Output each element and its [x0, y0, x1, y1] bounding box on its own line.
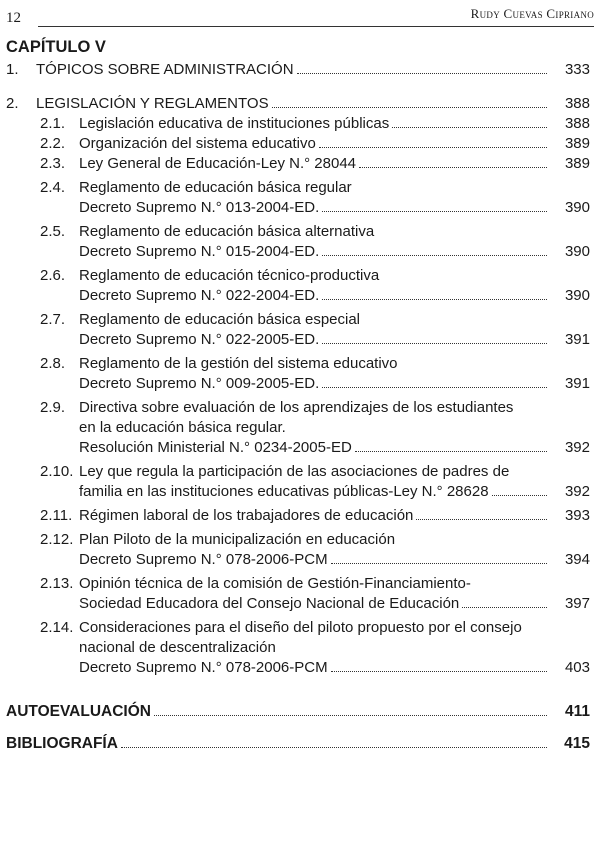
entry-page-number: 389: [564, 135, 590, 152]
entry-title-line: [79, 222, 550, 242]
entry-page-number: 389: [564, 155, 590, 172]
page-header: [6, 4, 594, 28]
entry-title-text: Decreto Supremo N.° 013-2004-ED.: [79, 199, 320, 216]
section-title: [6, 702, 550, 722]
entry-page-number: 388: [564, 115, 590, 132]
entry-title-line: [79, 266, 550, 286]
entry-title-line: [79, 618, 550, 638]
toc-entry[interactable]: [6, 530, 594, 570]
entry-number: 2.4.: [40, 179, 66, 196]
entry-title-line: [79, 638, 550, 658]
entry-number: 2.14.: [40, 619, 74, 636]
toc-entry[interactable]: [6, 222, 594, 262]
entry-title: [79, 530, 550, 570]
entry-title-line: [36, 94, 550, 114]
entry-title: [36, 60, 550, 80]
dot-leader: [492, 495, 547, 496]
entry-number: 2.3.: [40, 155, 66, 172]
entry-title-line: [79, 374, 550, 394]
entry-title: [79, 354, 550, 394]
entry-title-text: Decreto Supremo N.° 015-2004-ED.: [79, 243, 320, 260]
entry-title-line: [79, 530, 550, 550]
entry-title-text: Resolución Ministerial N.° 0234-2005-ED: [79, 439, 352, 456]
entry-title-line: [79, 310, 550, 330]
entry-title-line: [36, 60, 550, 80]
toc-entries: [6, 60, 594, 678]
toc-entry[interactable]: [6, 154, 594, 174]
entry-page-number: 392: [564, 483, 590, 500]
entry-number: 2.9.: [40, 399, 66, 416]
table-of-contents: [6, 36, 594, 754]
entry-title-line: [79, 482, 550, 502]
toc-entry[interactable]: [6, 398, 594, 458]
toc-entry[interactable]: [6, 94, 594, 114]
entry-number: 2.1.: [40, 115, 66, 132]
entry-title-text: Legislación educativa de instituciones públicas: [79, 115, 390, 132]
entry-title-line: [79, 198, 550, 218]
page-number: 12: [6, 10, 21, 26]
entry-title-line: [79, 574, 550, 594]
entry-title-line: [79, 658, 550, 678]
entry-title: [79, 154, 550, 174]
entry-number: 2.8.: [40, 355, 66, 372]
entry-title-text: Organización del sistema educativo: [79, 135, 316, 152]
entry-title-text: TÓPICOS SOBRE ADMINISTRACIÓN: [36, 61, 294, 78]
running-head: Rudy Cuevas Cipriano: [470, 6, 594, 21]
toc-entry[interactable]: [6, 114, 594, 134]
entry-title: [79, 398, 550, 458]
section-title: [6, 734, 550, 754]
entry-title-text: nacional de descentralización: [79, 639, 276, 656]
entry-title-text: en la educación básica regular.: [79, 419, 286, 436]
entry-title-text: Ley que regula la participación de las asociaciones de padres de: [79, 463, 510, 480]
entry-title-line: [79, 506, 550, 526]
entry-title-text: Reglamento de educación básica especial: [79, 311, 361, 328]
entry-title: [79, 618, 550, 678]
entry-number: 2.11.: [40, 507, 73, 524]
toc-section-entry[interactable]: [6, 734, 594, 754]
entry-title-text: Reglamento de educación básica regular: [79, 179, 352, 196]
entry-title-text: Reglamento de educación técnico-productiva: [79, 267, 380, 284]
entry-number: 2.7.: [40, 311, 66, 328]
section-title-line: [6, 734, 550, 754]
dot-leader: [154, 715, 547, 716]
entry-page-number: 391: [564, 331, 590, 348]
entry-page-number: 391: [564, 375, 590, 392]
entry-title-line: [79, 134, 550, 154]
dot-leader: [319, 147, 547, 148]
entry-title-text: Reglamento de educación básica alternativa: [79, 223, 375, 240]
entry-number: 2.12.: [40, 531, 74, 548]
entry-title-text: Decreto Supremo N.° 022-2004-ED.: [79, 287, 320, 304]
toc-entry[interactable]: [6, 574, 594, 614]
dot-leader: [331, 671, 547, 672]
entry-title-line: [79, 242, 550, 262]
dot-leader: [297, 73, 547, 74]
toc-entry[interactable]: [6, 618, 594, 678]
entry-page-number: 393: [564, 507, 590, 524]
dot-leader: [322, 387, 547, 388]
toc-section-entry[interactable]: [6, 702, 594, 722]
dot-leader: [322, 299, 547, 300]
entry-number: 2.10.: [40, 463, 74, 480]
entry-number: 2.13.: [40, 575, 74, 592]
dot-leader: [322, 211, 547, 212]
entry-title: [79, 462, 550, 502]
entry-page-number: 392: [564, 439, 590, 456]
entry-title-text: Decreto Supremo N.° 009-2005-ED.: [79, 375, 320, 392]
entry-title-line: [79, 154, 550, 174]
entry-title-line: [79, 354, 550, 374]
entry-page-number: 388: [564, 95, 590, 112]
entry-title-text: Reglamento de la gestión del sistema educativo: [79, 355, 398, 372]
section-page-number: 411: [564, 703, 590, 720]
entry-title-line: [79, 178, 550, 198]
entry-title: [79, 222, 550, 262]
dot-leader: [462, 607, 547, 608]
entry-title-text: familia en las instituciones educativas públicas-Ley N.° 28628: [79, 483, 489, 500]
entry-page-number: 403: [564, 659, 590, 676]
entry-page-number: 390: [564, 199, 590, 216]
entry-title-text: Opinión técnica de la comisión de Gestión-Financiamiento-: [79, 575, 471, 592]
entry-title: [79, 574, 550, 614]
entry-title: [79, 178, 550, 218]
toc-entry[interactable]: [6, 266, 594, 306]
entry-title-text: Decreto Supremo N.° 022-2005-ED.: [79, 331, 320, 348]
section-title-text: AUTOEVALUACIÓN: [6, 703, 151, 720]
entry-title-line: [79, 398, 550, 418]
entry-number: 1.: [6, 61, 19, 78]
entry-title: [36, 94, 550, 114]
dot-leader: [121, 747, 547, 748]
entry-title-text: LEGISLACIÓN Y REGLAMENTOS: [36, 95, 269, 112]
dot-leader: [359, 167, 547, 168]
toc-entry[interactable]: [6, 310, 594, 350]
entry-number: 2.5.: [40, 223, 66, 240]
toc-entry[interactable]: [6, 354, 594, 394]
entry-page-number: 333: [564, 61, 590, 78]
toc-entry[interactable]: [6, 134, 594, 154]
dot-leader: [322, 255, 547, 256]
toc-entry[interactable]: [6, 178, 594, 218]
entry-title-line: [79, 114, 550, 134]
dot-leader: [355, 451, 547, 452]
entry-page-number: 390: [564, 287, 590, 304]
section-title-line: [6, 702, 550, 722]
entry-title-line: [79, 286, 550, 306]
entry-title-line: [79, 462, 550, 482]
entry-title-text: Plan Piloto de la municipalización en educación: [79, 531, 396, 548]
entry-title: [79, 266, 550, 306]
entry-title-line: [79, 438, 550, 458]
dot-leader: [322, 343, 547, 344]
entry-title-line: [79, 594, 550, 614]
entry-title-line: [79, 330, 550, 350]
entry-number: 2.: [6, 95, 19, 112]
entry-title-text: Ley General de Educación-Ley N.° 28044: [79, 155, 357, 172]
entry-title: [79, 310, 550, 350]
entry-title-line: [79, 418, 550, 438]
toc-entry[interactable]: [6, 506, 594, 526]
section-title-text: BIBLIOGRAFÍA: [6, 735, 118, 752]
section-page-number: 415: [564, 735, 590, 752]
dot-leader: [272, 107, 547, 108]
toc-entry[interactable]: [6, 60, 594, 80]
entry-title-text: Sociedad Educadora del Consejo Nacional de Educación: [79, 595, 460, 612]
entry-number: 2.2.: [40, 135, 66, 152]
dot-leader: [392, 127, 547, 128]
header-rule: [38, 26, 594, 27]
entry-title: [79, 506, 550, 526]
dot-leader: [416, 519, 547, 520]
entry-page-number: 397: [564, 595, 590, 612]
entry-title-text: Consideraciones para el diseño del piloto propuesto por el consejo: [79, 619, 522, 636]
toc-entry[interactable]: [6, 462, 594, 502]
entry-title: [79, 114, 550, 134]
entry-title-text: Decreto Supremo N.° 078-2006-PCM: [79, 659, 328, 676]
entry-title-text: Régimen laboral de los trabajadores de educación: [79, 507, 414, 524]
entry-title: [79, 134, 550, 154]
entry-title-text: Directiva sobre evaluación de los aprendizajes de los estudiantes: [79, 399, 514, 416]
dot-leader: [331, 563, 547, 564]
entry-page-number: 390: [564, 243, 590, 260]
toc-end-sections: [6, 702, 594, 754]
entry-number: 2.6.: [40, 267, 66, 284]
chapter-heading: CAPÍTULO V: [6, 38, 106, 56]
entry-title-line: [79, 550, 550, 570]
entry-page-number: 394: [564, 551, 590, 568]
entry-title-text: Decreto Supremo N.° 078-2006-PCM: [79, 551, 328, 568]
